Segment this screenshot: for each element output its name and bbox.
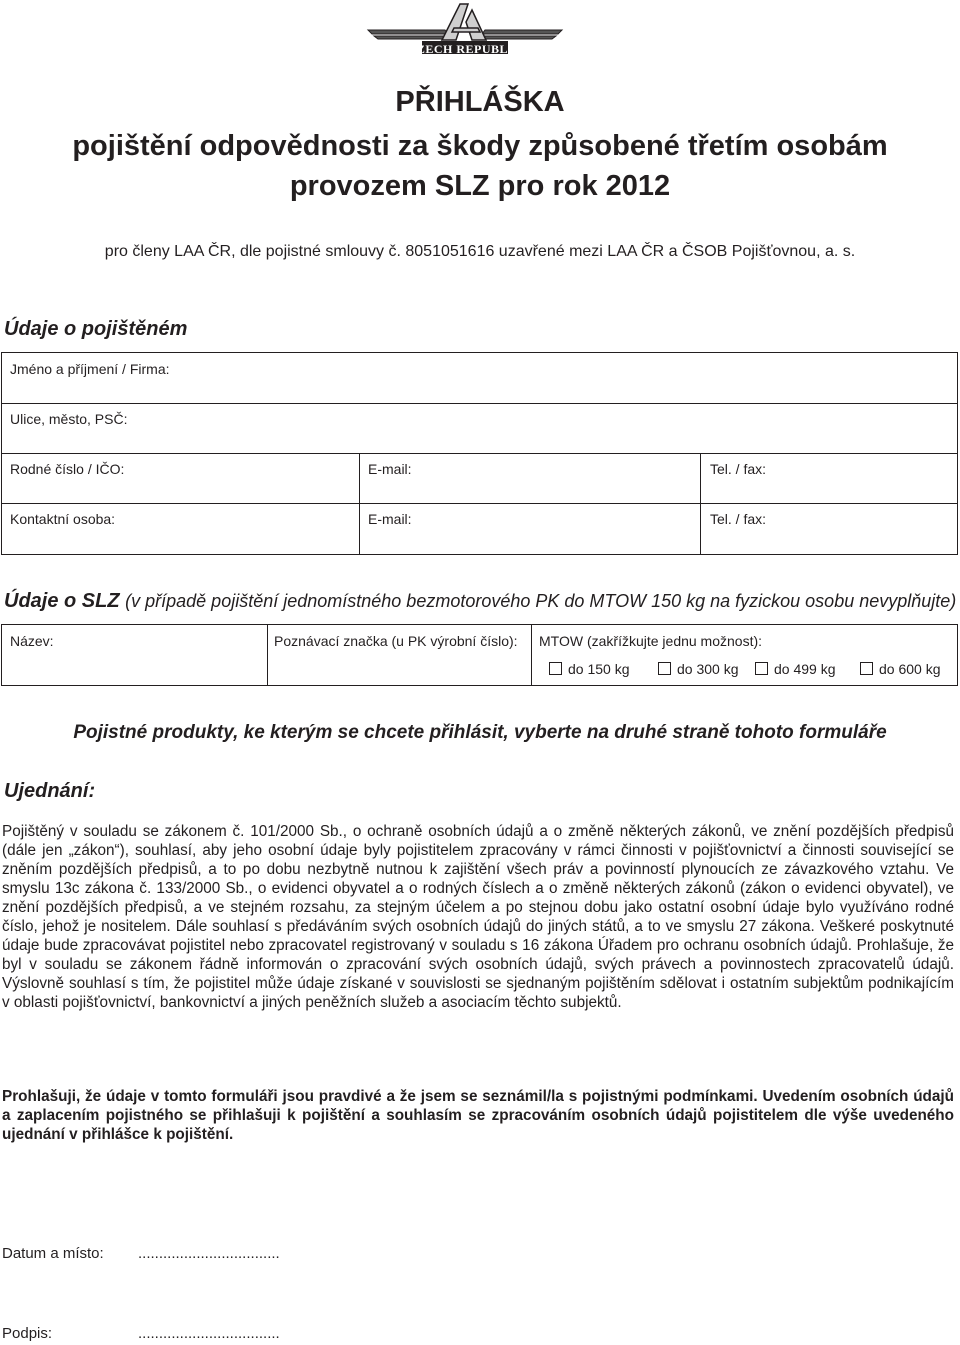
id-number-field[interactable]: Rodné číslo / IČO: xyxy=(10,461,125,477)
agreement-heading: Ujednání: xyxy=(4,780,96,802)
checkbox-icon[interactable] xyxy=(549,662,562,675)
signature-field[interactable]: .................................. xyxy=(138,1325,280,1342)
logo-caption: CZECH REPUBLIC xyxy=(407,42,523,56)
declaration-text: Prohlašuji, že údaje v tomto formuláři jsou pravdivé a že jsem se seznámil/la s pojistnými podmínkami. Uvedením osobních údajů a zaplacením pojistného se přihlašuji k pojištění a souhlasím se zpracováním osobních údajů pojistitelem dle výše uvedeného ujednání v přihlášce k pojištění. xyxy=(2,1088,954,1143)
signature-label: Podpis: xyxy=(2,1325,53,1342)
mtow-option-499[interactable]: do 499 kg xyxy=(755,661,836,677)
name-field[interactable]: Jméno a příjmení / Firma: xyxy=(10,361,170,377)
aircraft-table xyxy=(1,624,958,686)
date-place-field[interactable]: .................................. xyxy=(138,1245,280,1262)
phone-field-2[interactable]: Tel. / fax: xyxy=(710,511,767,527)
date-place-label: Datum a místo: xyxy=(2,1245,104,1262)
insured-table xyxy=(1,352,958,555)
agreement-text: Pojištěný v souladu se zákonem č. 101/2000 Sb., o ochraně osobních údajů a o změně některých zákonů, ve znění pozdějších předpisů (dále jen „zákon“), souhlasí, aby jeho osobní údaje byly pojistitelem zpracovány v rámci činnosti v pojišťovnictví a činnosti související se zněním pozdějších předpisů, a to po dobu nezbytně nutnou k zajištění všech práv a povinností plynoucích ze závazkového vztahu. Ve smyslu 13c zákona č. 133/2000 Sb., o evidenci obyvatel a o rodných číslech a o změně některých zákonů (zákon o evidenci obyvatel), ve znění pozdějších předpisů, a ve stejném rozsahu, za stejným účelem a po stejnou dobu jako ostatní osobní údaje bylo využíváno rodné číslo, jehož je nositelem. Dále souhlasí s předáváním svých osobních údajů do jiných států, a to ve smyslu 27 zákona. Veškeré poskytnuté údaje bude zpracovávat pojistitel nebo zpracovatel registrovaný v souladu s 16 zákona Úřadem pro ochranu osobních údajů. Prohlašuje, že byl v souladu se zákonem řádně informován o zpracování svých osobních údajů, svých právech a povinnostech zpracovatelů údajů. Výslovně souhlasí s tím, že pojistitel může údaje získané v souvislosti se sjednaným pojištěním sdělovat i ostatním subjektům podnikajícím v oblasti pojišťovnictví, bankovnictví a jiných peněžních služeb a asociacím těchto subjektů. xyxy=(2,823,954,1011)
aircraft-name-field[interactable]: Název: xyxy=(10,633,54,649)
mtow-option-150[interactable]: do 150 kg xyxy=(549,661,630,677)
insured-heading: Údaje o pojištěném xyxy=(4,318,188,340)
aircraft-heading-note: (v případě pojištění jednomístného bezmotorového PK do MTOW 150 kg na fyzickou osobu nevyplňujte) xyxy=(125,591,957,611)
checkbox-icon[interactable] xyxy=(860,662,873,675)
form-title: PŘIHLÁŠKA xyxy=(395,86,565,118)
aircraft-heading xyxy=(4,590,956,613)
mtow-option-300[interactable]: do 300 kg xyxy=(658,661,739,677)
form-subtitle-line1: pojištění odpovědnosti za škody způsobené třetím osobám xyxy=(72,130,888,162)
checkbox-icon[interactable] xyxy=(658,662,671,675)
form-subtitle-line2: provozem SLZ pro rok 2012 xyxy=(289,170,671,202)
registration-field[interactable]: Poznávací značka (u PK výrobní číslo): xyxy=(274,633,518,649)
email-field-1[interactable]: E-mail: xyxy=(368,461,412,477)
aircraft-heading-title: Údaje o SLZ xyxy=(4,590,120,612)
checkbox-icon[interactable] xyxy=(755,662,768,675)
products-note: Pojistné produkty, ke kterým se chcete přihlásit, vyberte na druhé straně tohoto formuláře xyxy=(73,722,887,743)
contract-note: pro členy LAA ČR, dle pojistné smlouvy č. 8051051616 uzavřené mezi LAA ČR a ČSOB Pojišťovnou, a. s. xyxy=(104,243,856,260)
mtow-label: MTOW (zakřížkujte jednu možnost): xyxy=(539,633,763,649)
contact-person-field[interactable]: Kontaktní osoba: xyxy=(10,511,116,527)
mtow-option-600[interactable]: do 600 kg xyxy=(860,661,941,677)
email-field-2[interactable]: E-mail: xyxy=(368,511,412,527)
street-field[interactable]: Ulice, město, PSČ: xyxy=(10,411,128,427)
phone-field-1[interactable]: Tel. / fax: xyxy=(710,461,767,477)
